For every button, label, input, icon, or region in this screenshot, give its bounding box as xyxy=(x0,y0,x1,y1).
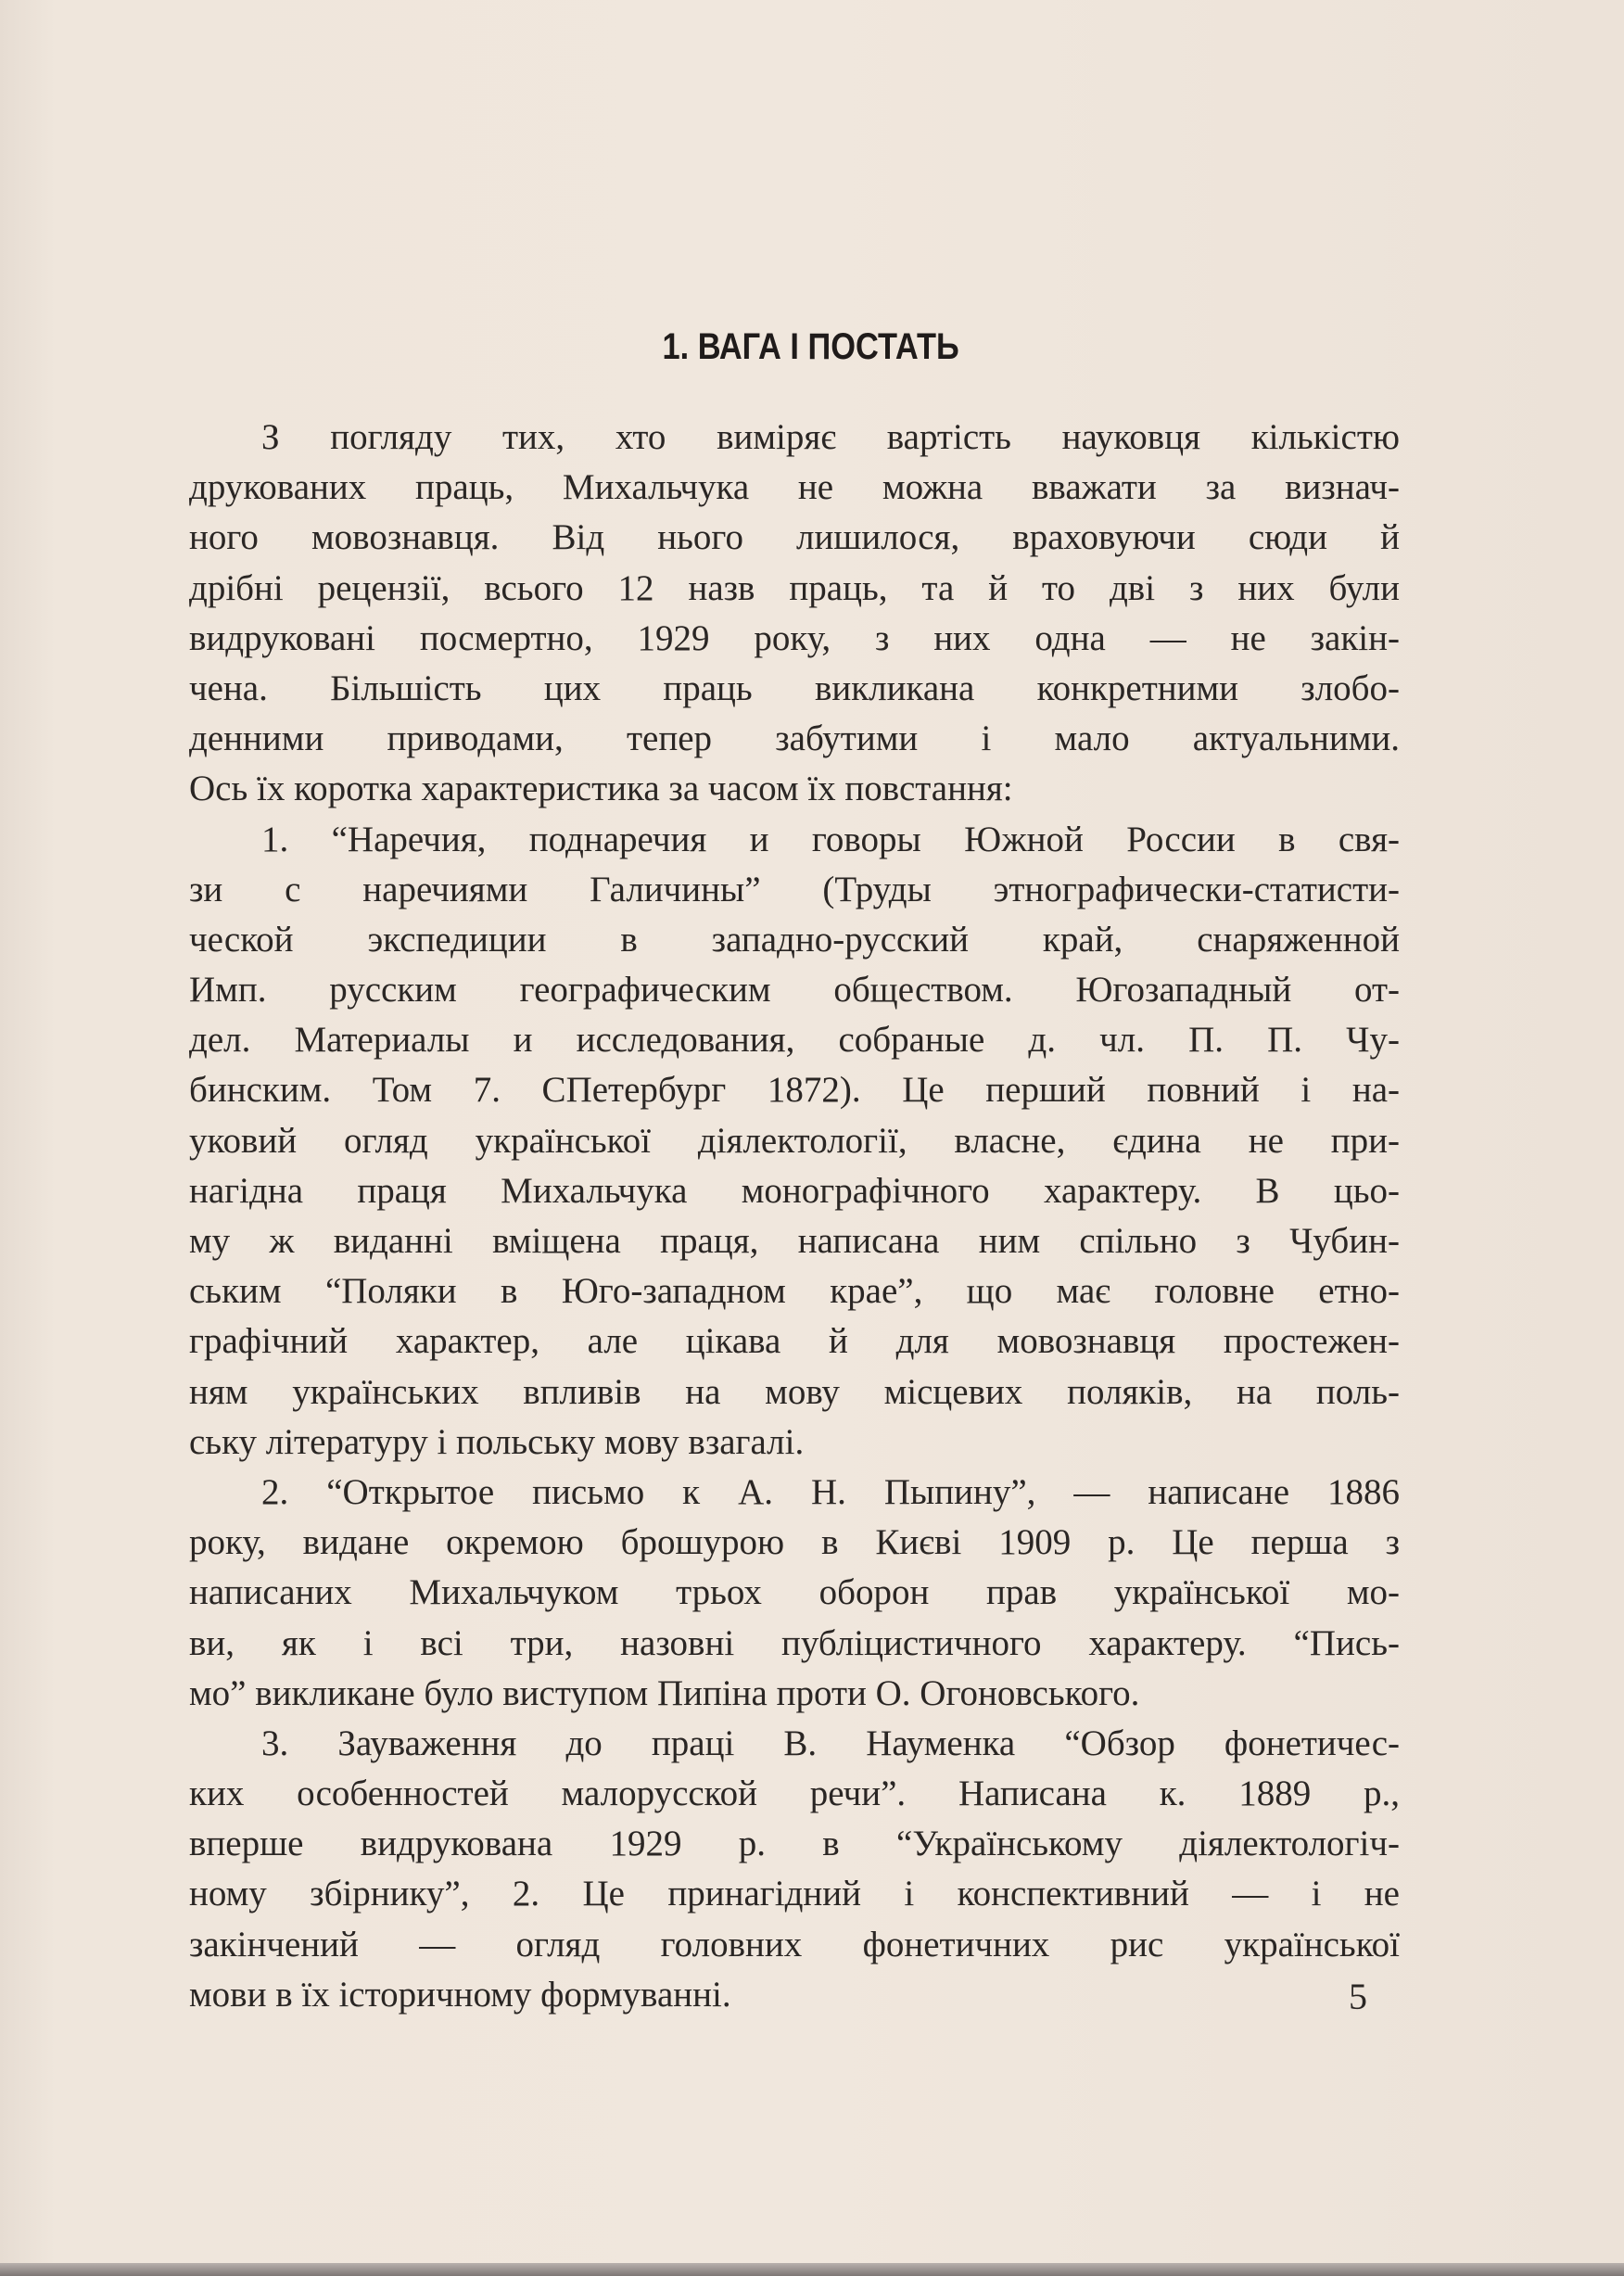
text-line: видруковані посмертно, 1929 року, з них одна — не закін- xyxy=(189,617,1400,658)
text-line: закінчений — огляд головних фонетичних рис української xyxy=(189,1924,1400,1964)
text-line: ного мовознавця. Від нього лишилося, враховуючи сюди й xyxy=(189,517,1400,558)
text-line: ному збірнику”, 2. Це принагідний і конспективний — і не xyxy=(189,1874,1400,1914)
text-line: 1. “Наречия, поднаречия и говоры Южной России в свя- xyxy=(261,819,1400,859)
text-line: бинским. Том 7. СПетербург 1872). Це перший повний і на- xyxy=(189,1070,1400,1111)
text-line: ких особенностей малорусской речи”. Написана к. 1889 р., xyxy=(189,1774,1400,1814)
scan-bottom-edge xyxy=(0,2263,1624,2276)
text-line: зи с наречиями Галичины” (Труды этнографически-статисти- xyxy=(189,869,1400,909)
text-line: ви, як і всі три, назовні публіцистичного характеру. “Пись- xyxy=(189,1622,1400,1663)
body-text xyxy=(189,413,1400,2020)
text-line: чена. Більшість цих праць викликана конкретними злобо- xyxy=(189,668,1400,708)
text-line: ським “Поляки в Юго-западном крае”, що має головне етно- xyxy=(189,1271,1400,1312)
text-line: З погляду тих, хто виміряє вартість науковця кількістю xyxy=(261,417,1400,457)
text-line: мови в їх історичному формуванні. xyxy=(189,1974,731,2015)
text-line: Имп. русским географическим обществом. Югозападный от- xyxy=(189,970,1400,1011)
text-line: ческой экспедиции в западно-русский край, снаряженной xyxy=(189,919,1400,960)
text-line: ням українських впливів на мову місцевих поляків, на поль- xyxy=(189,1371,1400,1412)
text-line: дрібні рецензії, всього 12 назв праць, та й то дві з них були xyxy=(189,567,1400,608)
text-line: денними приводами, тепер забутими і мало актуальними. xyxy=(189,718,1400,759)
text-line: графічний характер, але цікава й для мовознавця простежен- xyxy=(189,1321,1400,1362)
page-number: 5 xyxy=(1349,1976,1367,2017)
text-line: написаних Михальчуком трьох оборон прав української мо- xyxy=(189,1572,1400,1613)
text-line: му ж виданні вміщена праця, написана ним спільно з Чубин- xyxy=(189,1221,1400,1261)
text-line: ську літературу і польську мову взагалі. xyxy=(189,1421,805,1462)
text-line: уковий огляд української діялектології, власне, єдина не при- xyxy=(189,1120,1400,1161)
text-line: року, видане окремою брошурою в Києві 1909 р. Це перша з xyxy=(189,1522,1400,1563)
text-line: нагідна праця Михальчука монографічного характеру. В цьо- xyxy=(189,1170,1400,1211)
text-line: дел. Материалы и исследования, собраные д. чл. П. П. Чу- xyxy=(189,1020,1400,1061)
text-line: вперше видрукована 1929 р. в “Українському діялектологіч- xyxy=(189,1824,1400,1864)
text-line: друкованих праць, Михальчука не можна вважати за визнач- xyxy=(189,467,1400,508)
text-line: 2. “Открытое письмо к А. Н. Пыпину”, — написане 1886 xyxy=(261,1471,1400,1512)
text-line: 3. Зауваження до праці В. Науменка “Обзор фонетичес- xyxy=(261,1723,1400,1763)
section-heading: 1. ВАГА І ПОСТАТЬ xyxy=(662,326,959,367)
text-line: Ось їх коротка характеристика за часом їх повстання: xyxy=(189,769,1013,809)
text-line: мо” викликане було виступом Пипіна проти О. Огоновського. xyxy=(189,1672,1140,1713)
